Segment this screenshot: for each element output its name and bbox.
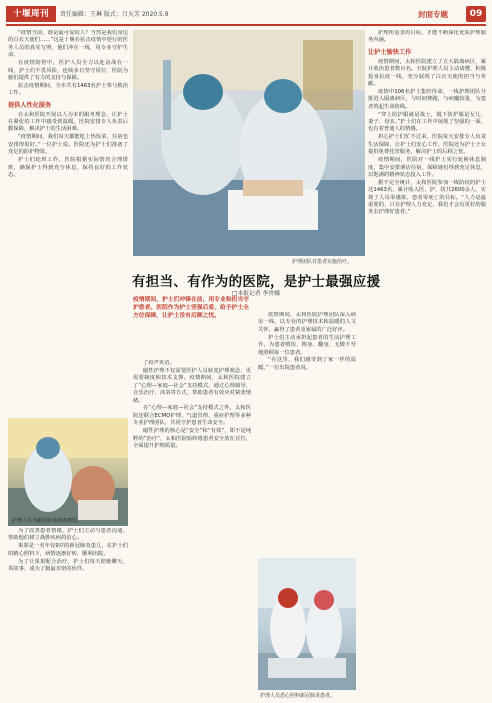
paragraph: 果果是一名年仅9岁的新冠肺炎患儿，在护士们的精心照料下，病情逐渐好转，顺利出院。 <box>8 543 128 557</box>
article-column-2 <box>133 360 251 700</box>
paragraph: 为了让果果配合治疗，护士们每天陪她聊天、讲故事，成为了她最亲密的伙伴。 <box>8 558 128 573</box>
paragraph: “在这里，我们感受到了家一样的温暖。”一位出院患者说。 <box>258 357 356 371</box>
paragraph: 抗击疫情期间，全市共有1463名护士参与救治工作。 <box>8 82 128 97</box>
article-lead: 疫情期间，护士们冲锋在前，用专业和担当守护患者。医院作为护士坚强后盾，给予护士全方位保障，让护士没有后顾之忧。 <box>133 297 249 319</box>
photo-nurses-caring <box>258 558 356 690</box>
header-rule <box>6 24 486 26</box>
article-byline: □本报记者 李贵娜 <box>232 291 280 297</box>
paragraph: 在“心理—家庭—社会”支持模式之外，太和医院还联合ECMO护理、气道管理、重症护理等多种专业护理团队，共同守护患者生命安全。 <box>133 405 251 427</box>
article-column-1-lower <box>8 528 128 700</box>
editor-meta: 责任编辑：王琳 版式：吕天芳 2020.5.9 <box>60 11 169 18</box>
paragraph: 磁性护理不仅需要医护人员转变护理观念，更需要制度和技术支撑。疫情期间，太和医院建立了“心理—家庭—社会”支持模式，通过心理疏导、音乐治疗、沐浴等方式，帮助患者有效应对紧张情绪。 <box>133 367 251 404</box>
paragraph: “疫情当前，谁是最可爱的人？当然是我们身边的白衣天使们……”这是十堰在抗击疫情中逆行的医务人员的真实写照，他们冲在一线，用专业守护生命。 <box>8 30 128 59</box>
photo-nurses-treatment <box>133 30 365 256</box>
paragraph: “疫情期间，我们每天都能吃上热饭菜，住宿也安排得很好。”一位护士说。医院还为护士们准备了充足的防护物资。 <box>8 134 128 156</box>
paragraph: 磁性护理的核心是“安全”和“有效”，即不是纯粹的“治疗”，太和医院始终将患者安全放在首位，全面提升护理质量。 <box>133 428 251 449</box>
subheading: 让护士愉快工作 <box>368 48 412 56</box>
page-header <box>0 0 492 26</box>
paragraph: 疫情期间，太和医院护理团队深入病房一线，以专业的护理技术和温暖的人文关怀，赢得了患者及家属的广泛好评。 <box>258 312 356 333</box>
paragraph: 据不完全统计，太和医院参加一线防疫的护士达1463名，累计收入医、护、技共2600余人，实现了人员零感染、患者零死亡的目标。“人力是最重要的，只有护理人力充足，我们才会有更好的服务去护理好患者。” <box>368 179 486 216</box>
photo-caption-3: 护理人员悉心照料新冠肺炎患者。 <box>260 693 336 699</box>
paragraph: 在太和医院开展以人为本的服务理念，让护士在紧张的工作中感受到温暖。医院安排专人负责后勤保障，解决护士的生活困难。 <box>8 111 128 133</box>
paragraph: 护士们主动承担起患者的生活护理工作，为患者喂饭、擦身、翻身，无微不至地照顾每一位患者。 <box>258 334 356 356</box>
paragraph: “穿上防护服就是战士，脱下防护服是女儿、妻子、母亲。”护士们在工作中展现了坚强的一面，也有着普通人的情感。 <box>368 111 486 133</box>
paragraph: 护士们轮班工作，医院根据实际情况合理排班，确保护士得到充分休息，保持良好的工作状态。 <box>8 157 128 178</box>
paragraph: 在疫情防控中，医护人员全力以赴奋战在一线，护士们不畏风险，连续多日坚守岗位，医院为她们提供了有力的支持与保障。 <box>8 60 128 81</box>
paragraph: 疫情期间，太和医院建立了五大隔离病区，累计收治患者数百名。全院护理人员主动请缨，积极投身抗疫一线，充分展现了白衣天使的担当与奉献。 <box>368 58 486 88</box>
article-column-4 <box>368 30 486 700</box>
paragraph: 疫情中106名护士集结待命，一线护理团队分批进入隔离病区，与时间赛跑，与病魔较量，为患者筑起生命防线。 <box>368 88 486 110</box>
page-number: 09 <box>466 6 486 22</box>
newspaper-logo: 十堰周刊 <box>6 6 56 22</box>
subheading: 提供人性化服务 <box>8 101 52 109</box>
paragraph: 疫情期间，医院对一线护士实行轮换休息制度，集中安排酒店住宿，保障她们得到充足休息，以饱满的精神状态投入工作。 <box>368 157 486 178</box>
paragraph: 了疫声英语。 <box>143 360 175 366</box>
photo-caption-1: 护理团队对患者实施治疗。 <box>292 259 353 265</box>
section-title: 封面专题 <box>418 10 448 19</box>
article-column-1 <box>8 30 128 416</box>
paragraph: 护理所追求的目标，才能不断深化优质护理服务内涵。 <box>368 30 486 44</box>
photo-caption-2: 护理人员为新冠肺炎病患喂饭。 <box>12 518 83 524</box>
article-headline: 有担当、有作为的医院，是护士最强应援 <box>132 274 381 290</box>
paragraph: 担心护士们忙不过来，医院每天安排专人负责生活保障，让护士们安心工作。医院还为护士子女提供免费托管服务，解决护士的后顾之忧。 <box>368 134 486 156</box>
paragraph: 为了改善患者情绪，护士们主动与患者沟通，帮助他们树立战胜疾病的信心。 <box>8 528 128 542</box>
photo-nurse-feeding <box>8 418 128 526</box>
